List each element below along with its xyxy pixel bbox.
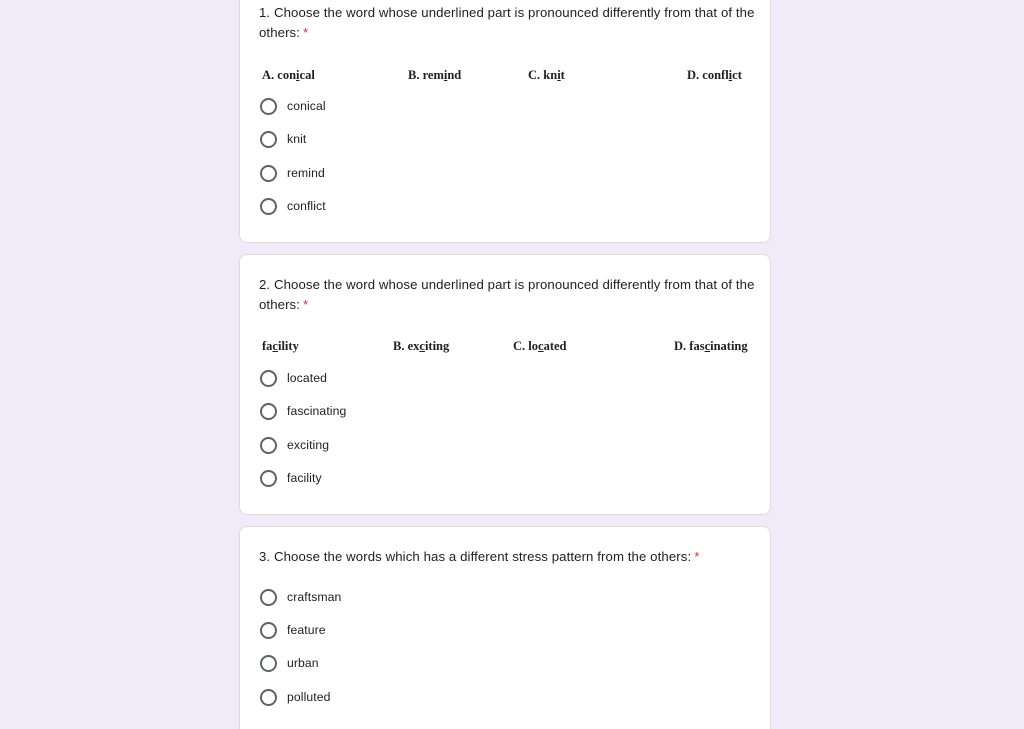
word-part: inating [710,339,748,353]
question-text: 1. Choose the word whose underlined part is pronounced differently from that of the others: [259,5,755,40]
radio-button-icon[interactable] [260,98,277,115]
radio-button-icon[interactable] [260,655,277,672]
answer-word-d [674,339,748,354]
required-asterisk: * [694,549,700,564]
radio-button-icon[interactable] [260,589,277,606]
option-label: urban [287,656,319,670]
word-part: B. ex [393,339,420,353]
radio-button-icon[interactable] [260,403,277,420]
answer-word-a [262,68,315,83]
option-label: knit [287,132,307,146]
answer-word-c [513,339,566,354]
word-part: D. confl [687,68,729,82]
word-part: cal [299,68,315,82]
underlined-part: i [557,68,561,82]
underlined-part: c [538,339,544,353]
radio-button-icon[interactable] [260,198,277,215]
radio-button-icon[interactable] [260,689,277,706]
word-part: t [560,68,565,82]
answer-word-d [687,68,742,83]
radio-button-icon[interactable] [260,165,277,182]
radio-option[interactable] [260,96,326,116]
answer-word-b [393,339,449,354]
question-text: 3. Choose the words which has a different stress pattern from the others: [259,549,692,564]
option-label: located [287,371,327,385]
radio-button-icon[interactable] [260,622,277,639]
underlined-part: i [443,68,448,82]
option-label: conflict [287,199,326,213]
radio-option[interactable] [260,587,341,607]
radio-option[interactable] [260,163,325,183]
word-part: D. fas [674,339,705,353]
word-part: A. con [262,68,297,82]
answer-word-b [408,68,461,83]
option-label: polluted [287,690,331,704]
option-label: remind [287,166,325,180]
option-label: fascinating [287,404,347,418]
radio-button-icon[interactable] [260,437,277,454]
option-label: conical [287,99,326,113]
word-part: ct [732,68,742,82]
option-label: feature [287,623,326,637]
underlined-part: i [296,68,300,82]
underlined-part: c [419,339,425,353]
radio-option[interactable] [260,435,329,455]
radio-option[interactable] [260,196,326,216]
word-part: fa [262,339,273,353]
answer-word-c [528,68,565,83]
question-card-1 [239,0,771,243]
word-part: B. rem [408,68,444,82]
option-label: craftsman [287,590,342,604]
option-label: exciting [287,438,330,452]
radio-option[interactable] [260,368,327,388]
question-text: 2. Choose the word whose underlined part is pronounced differently from that of the others: [259,277,755,312]
question-title [259,547,757,567]
word-part: C. lo [513,339,538,353]
word-part: C. kn [528,68,558,82]
underlined-part: c [704,339,711,353]
word-part: ated [543,339,567,353]
radio-button-icon[interactable] [260,370,277,387]
radio-option[interactable] [260,653,319,673]
radio-option[interactable] [260,620,326,640]
required-asterisk: * [303,297,309,312]
radio-option[interactable] [260,401,346,421]
underlined-part: c [272,339,278,353]
option-label: facility [287,471,322,485]
underlined-part: i [728,68,733,82]
radio-option[interactable] [260,129,306,149]
question-card-3 [239,526,771,729]
radio-button-icon[interactable] [260,470,277,487]
radio-option[interactable] [260,687,331,707]
question-title [259,275,757,315]
word-part: nd [447,68,462,82]
question-card-2 [239,254,771,515]
word-part: ility [277,339,299,353]
word-part: iting [424,339,450,353]
answer-word-a [262,339,299,354]
radio-button-icon[interactable] [260,131,277,148]
question-title [259,3,757,43]
required-asterisk: * [303,25,309,40]
radio-option[interactable] [260,468,322,488]
